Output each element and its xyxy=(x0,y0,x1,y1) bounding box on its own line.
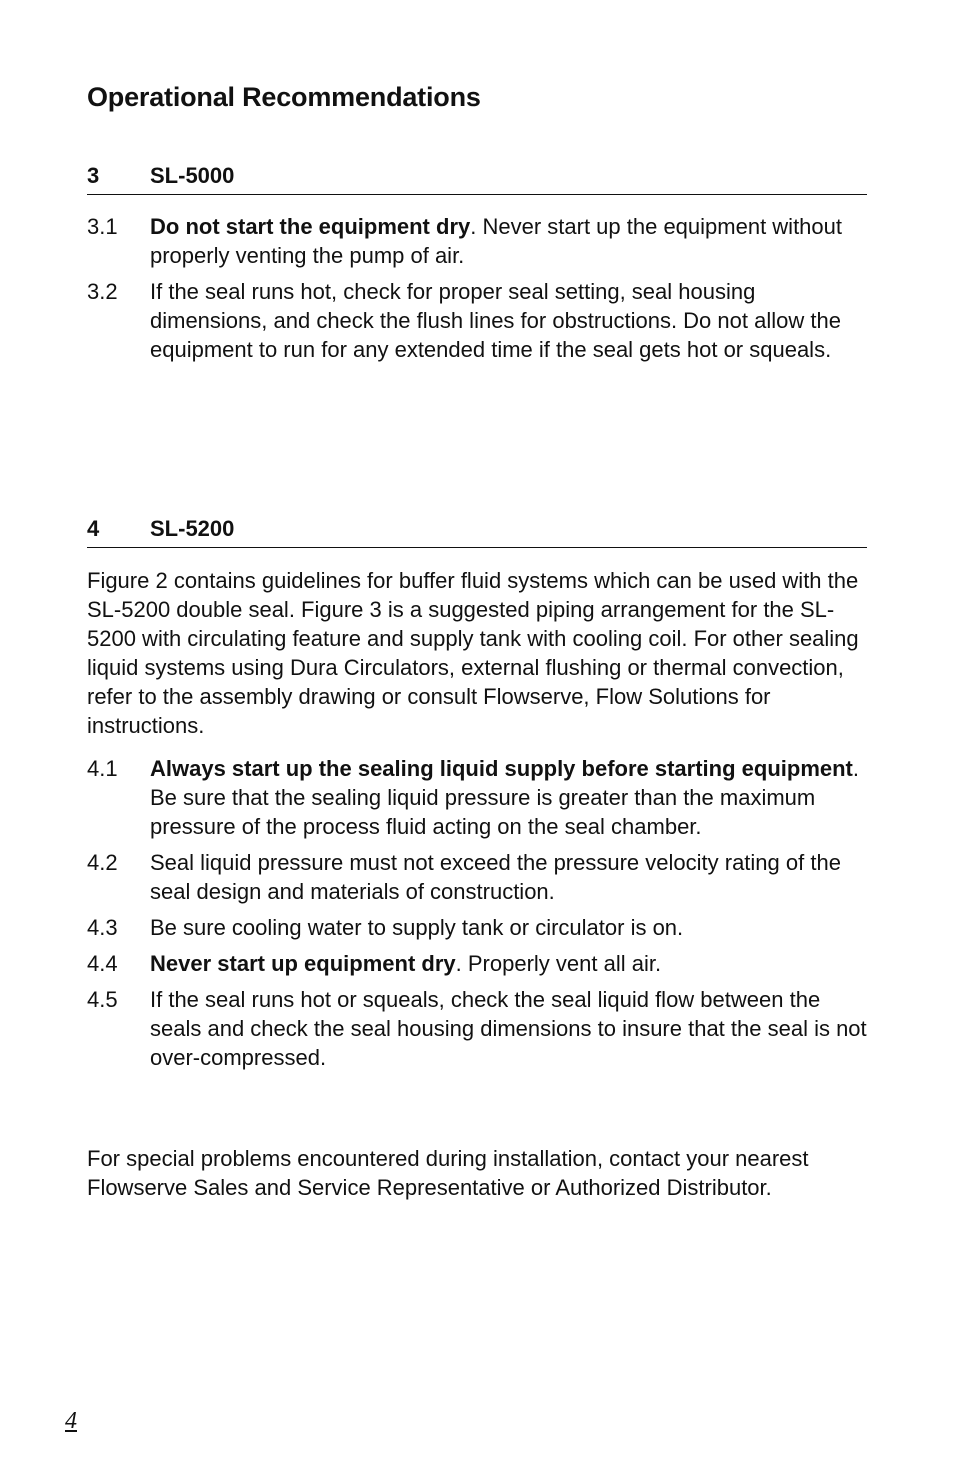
section-heading-sl-5000 xyxy=(87,163,867,195)
item-body: . Never start up the equipment without properly venting the pump of air. xyxy=(150,214,843,268)
item-bold: Always start up the sealing liquid supply before starting equipment xyxy=(150,756,853,781)
item-text xyxy=(150,848,872,906)
item-body: Be sure cooling water to supply tank or circulator is on. xyxy=(150,915,684,940)
item-number: 4.3 xyxy=(87,915,118,940)
section-number: 4 xyxy=(87,516,100,541)
list-item xyxy=(87,913,872,942)
item-number: 4.5 xyxy=(87,987,118,1012)
item-bold: Do not start the equipment dry xyxy=(150,214,471,239)
section-4-intro: Figure 2 contains guidelines for buffer fluid systems which can be used with the SL-5200 double seal. Figure 3 is a suggested piping arrangement for the SL-5200 with circulating feature and supply tank with cooling coil. For other sealing liquid systems using Dura Circulators, external flushing or thermal convection, refer to the assembly drawing or consult Flowserve, Flow Solutions for instructions. xyxy=(87,568,859,738)
page-title: Operational Recommendations xyxy=(87,82,481,112)
item-text xyxy=(150,985,872,1072)
list-item xyxy=(87,754,872,841)
section-number: 3 xyxy=(87,163,100,188)
item-number: 3.2 xyxy=(87,279,118,304)
section-title: SL-5000 xyxy=(150,163,235,188)
item-body: Seal liquid pressure must not exceed the pressure velocity rating of the seal design and materials of construction. xyxy=(150,850,841,904)
section-4-items xyxy=(87,754,872,1079)
item-number: 3.1 xyxy=(87,214,118,239)
item-text xyxy=(150,277,872,364)
item-body: . Properly vent all air. xyxy=(455,951,662,976)
closing-paragraph: For special problems encountered during installation, contact your nearest Flowserve Sales and Service Representative or Authorized Distributor. xyxy=(87,1146,809,1200)
section-heading-sl-5200 xyxy=(87,516,867,548)
item-text xyxy=(150,754,872,841)
item-body: . Be sure that the sealing liquid pressure is greater than the maximum pressure of the process fluid acting on the seal chamber. xyxy=(150,756,860,839)
item-number: 4.2 xyxy=(87,850,118,875)
list-item xyxy=(87,277,872,364)
item-bold: Never start up equipment dry xyxy=(150,951,456,976)
item-number: 4.4 xyxy=(87,951,118,976)
item-text xyxy=(150,212,872,270)
item-text xyxy=(150,913,872,942)
item-body: If the seal runs hot or squeals, check the seal liquid flow between the seals and check the seal housing dimensions to insure that the seal is not over-compressed. xyxy=(150,987,867,1070)
item-body: If the seal runs hot, check for proper seal setting, seal housing dimensions, and check the flush lines for obstructions. Do not allow the equipment to run for any extended time if the seal gets hot or squeals. xyxy=(150,279,841,362)
item-number: 4.1 xyxy=(87,756,118,781)
list-item xyxy=(87,949,872,978)
list-item xyxy=(87,985,872,1072)
list-item xyxy=(87,848,872,906)
section-title: SL-5200 xyxy=(150,516,235,541)
list-item xyxy=(87,212,872,270)
page-number: 4 xyxy=(65,1408,77,1434)
section-3-items xyxy=(87,212,872,371)
item-text xyxy=(150,949,872,978)
